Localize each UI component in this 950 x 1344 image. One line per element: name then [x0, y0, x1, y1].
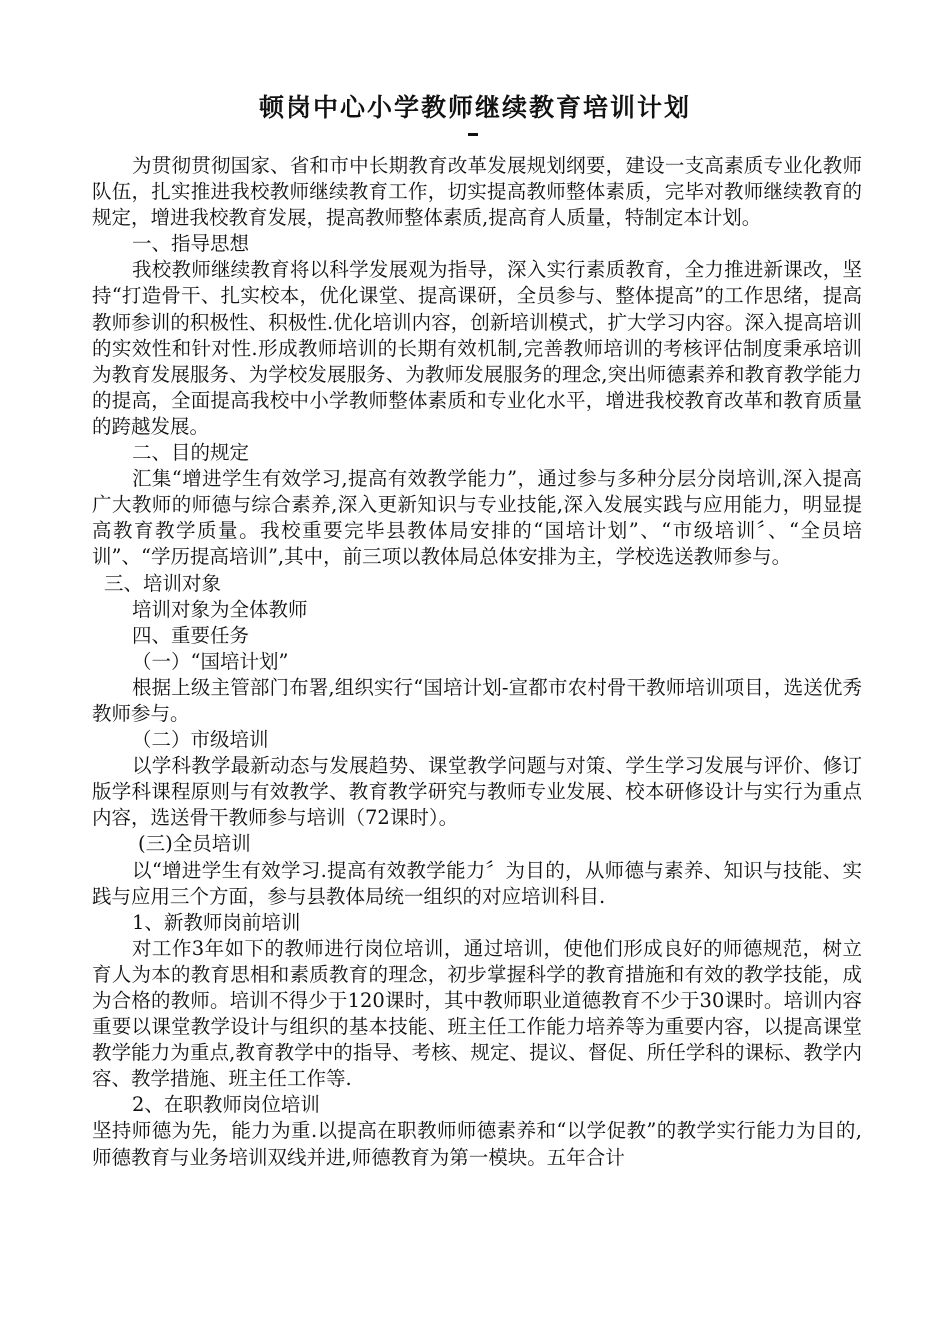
intro-paragraph: 为贯彻贯彻国家、省和市中长期教育改革发展规划纲要，建设一支高素质专业化教师队伍，扎实推进我校教师继续教育工作，切实提高教师整体素质，完毕对教师继续教育的规定，增进我校教育发展，提高教师整体素质,提高育人质量，特制定本计划。	[92, 154, 862, 230]
paragraph-national-plan: 根据上级主管部门布署,组织实行“国培计划-宣都市农村骨干教师培训项目，选送优秀教师参与。	[92, 675, 862, 725]
paragraph-city-training: 以学科教学最新动态与发展趋势、课堂教学问题与对策、学生学习发展与评价、修订版学科课程原则与有效教学、教育教学研究与教师专业发展、校本研修设计与实行为重点内容，选送骨干教师参与培训（72课时）。	[92, 754, 862, 830]
document-title: 顿岗中心小学教师继续教育培训计划	[258, 93, 691, 122]
heading-main-tasks: 四、重要任务	[132, 623, 250, 647]
item-new-teacher-training: 1、新教师岗前培训	[132, 910, 301, 934]
subheading-national-plan: （一）“国培计划”	[132, 649, 289, 673]
heading-training-targets: 三、培训对象	[104, 571, 222, 595]
title-dash	[468, 133, 478, 136]
heading-guiding-ideology: 一、指导思想	[132, 232, 250, 256]
paragraph-all-staff-training: 以“增进学生有效学习.提高有效教学能力〞为目的，从师德与素养、知识与技能、实践与应用三个方面，参与县教体局统一组织的对应培训科目.	[92, 858, 862, 908]
paragraph-objectives: 汇集“增进学生有效学习,提高有效教学能力”，通过参与多种分层分岗培训,深入提高广大教师的师德与综合素养,深入更新知识与专业技能,深入发展实践与应用能力，明显提高教育教学质量。我校重要完毕县教体局安排的“国培计划”、“市级培训〞、“全员培训”、“学历提高培训”,其中，前三项以教体局总体安排为主，学校选送教师参与。	[92, 467, 862, 569]
paragraph-new-teacher-training: 对工作3年如下的教师进行岗位培训，通过培训，使他们形成良好的师德规范，树立育人为本的教育思相和素质教育的理念，初步掌握科学的教育措施和有效的教学技能，成为合格的教师。培训不得少于120课时，其中教师职业道德教育不少于30课时。培训内容重要以课堂教学设计与组织的基本技能、班主任工作能力培养等为重要内容，以提高课堂教学能力为重点,教育教学中的指导、考核、规定、提议、督促、所任学科的课标、教学内容、教学措施、班主任工作等.	[92, 936, 862, 1091]
paragraph-guiding-ideology: 我校教师继续教育将以科学发展观为指导，深入实行素质教育，全力推进新课改，坚持“打造骨干、扎实校本，优化课堂、提高课研，全员参与、整体提高”的工作思绪，提高教师参训的积极性、积极性.优化培训内容，创新培训模式，扩大学习内容。深入提高培训的实效性和针对性.形成教师培训的长期有效机制,完善教师培训的考核评估制度秉承培训为教育发展服务、为学校发展服务、为教师发展服务的理念,突出师德素养和教育教学能力的提高，全面提高我校中小学教师整体素质和专业化水平，增进我校教育改革和教育质量的跨越发展。	[92, 258, 862, 438]
paragraph-in-service-training: 坚持师德为先，能力为重.以提高在职教师师德素养和“以学促教”的教学实行能力为目的,师德教育与业务培训双线并进,师德教育为第一模块。五年合计	[92, 1119, 862, 1169]
document-body	[92, 153, 862, 1171]
subheading-city-training: （二）市级培训	[132, 728, 269, 752]
heading-objectives: 二、目的规定	[132, 441, 250, 465]
item-in-service-training: 2、在职教师岗位培训	[132, 1093, 320, 1117]
subheading-all-staff-training: (三)全员培训	[138, 832, 251, 856]
paragraph-training-targets: 培训对象为全体教师	[132, 597, 308, 621]
